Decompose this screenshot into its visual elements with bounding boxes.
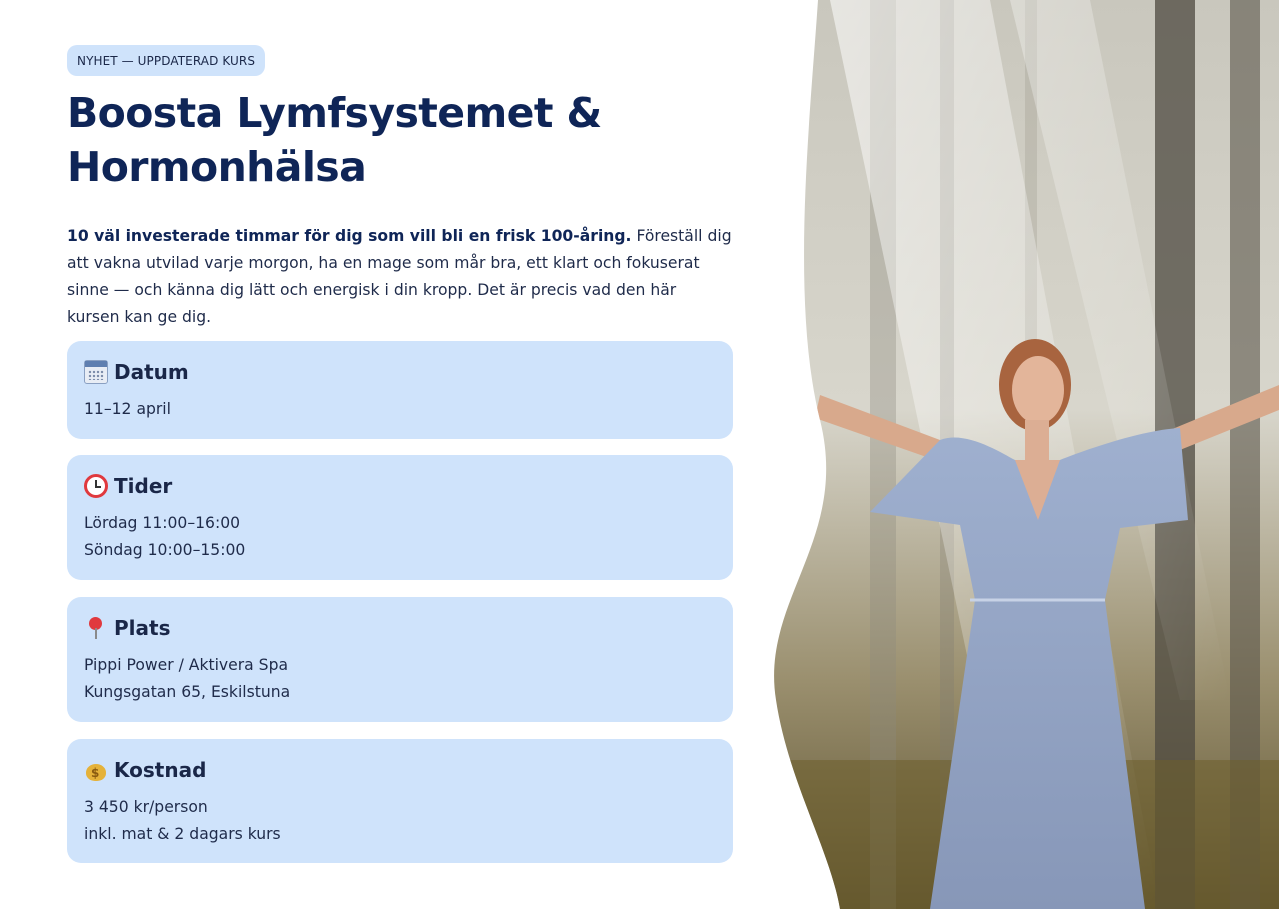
- date-card-body: [84, 396, 716, 423]
- price-includes: inkl. mat & 2 dagars kurs: [84, 825, 281, 843]
- price: 3 450 kr/person: [84, 798, 208, 816]
- cost-card-title: Kostnad: [114, 758, 207, 782]
- times-card-heading: [84, 472, 716, 500]
- course-info: [67, 45, 733, 331]
- location-card-body: [84, 652, 716, 706]
- intro-highlight: 10 väl investerade timmar för dig som vill bli en frisk 100-åring.: [67, 227, 632, 245]
- location-card-title: Plats: [114, 616, 171, 640]
- page-title: Boosta Lymfsystemet & Hormonhälsa: [67, 89, 602, 191]
- news-badge: NYHET — UPPDATERAD KURS: [67, 45, 265, 76]
- times-card: [67, 455, 733, 580]
- cost-card: [67, 739, 733, 863]
- saturday-time: Lördag 11:00–16:00: [84, 514, 241, 532]
- venue-address: Kungsgatan 65, Eskilstuna: [84, 683, 291, 701]
- intro-text: [67, 223, 733, 331]
- cost-card-heading: [84, 756, 716, 784]
- sunday-time: Söndag 10:00–15:00: [84, 541, 246, 559]
- hero-photo: [760, 0, 1279, 909]
- date-value: 11–12 april: [84, 400, 171, 418]
- date-card-heading: [84, 358, 716, 386]
- location-card: [67, 597, 733, 722]
- date-card: [67, 341, 733, 439]
- venue-name: Pippi Power / Aktivera Spa: [84, 656, 289, 674]
- times-card-body: [84, 510, 716, 564]
- location-pin-icon: [84, 616, 108, 640]
- times-card-title: Tider: [114, 474, 173, 498]
- calendar-icon: [84, 360, 108, 384]
- intro-body: Föreställ dig att vakna utvilad varje morgon, ha en mage som mår bra, ett klart och fokuserat sinne — och känna dig lätt och energisk i din kropp. Det är precis vad den här kursen kan ge dig.: [67, 227, 732, 326]
- cost-card-body: [84, 794, 716, 848]
- date-card-title: Datum: [114, 360, 189, 384]
- alarm-clock-icon: [84, 474, 108, 498]
- location-card-heading: [84, 614, 716, 642]
- money-bag-icon: [84, 758, 108, 782]
